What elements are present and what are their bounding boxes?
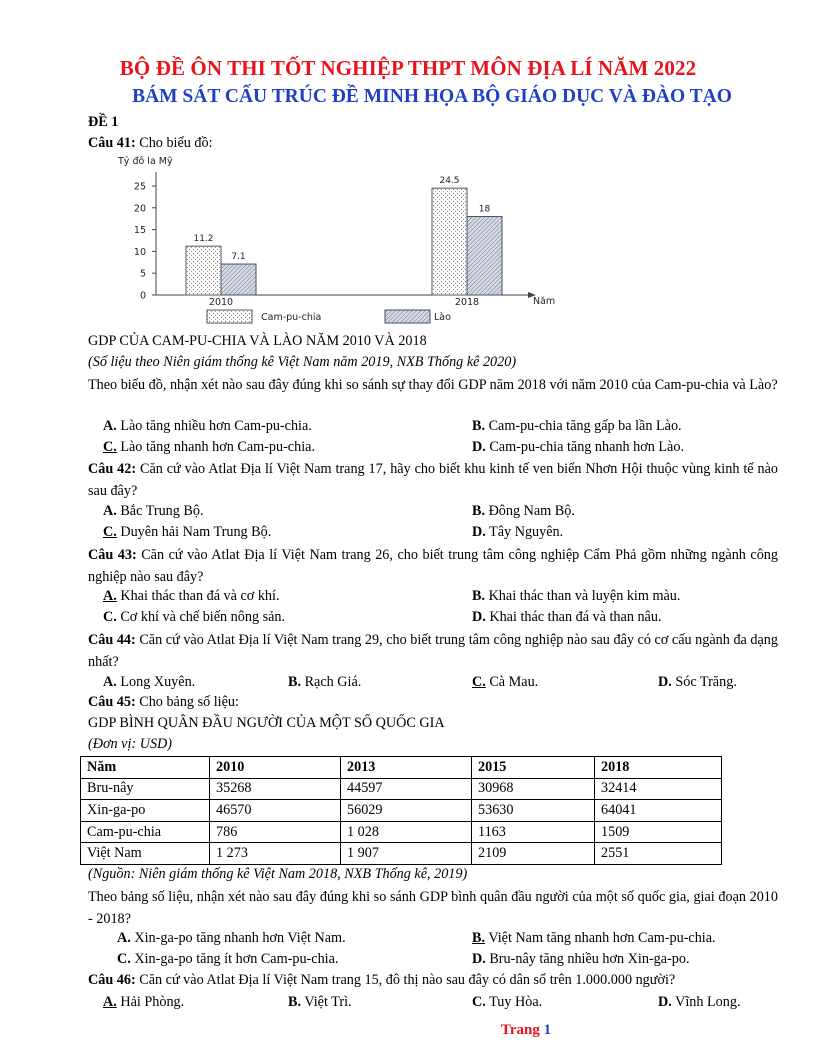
q42-option-d[interactable] xyxy=(472,524,563,541)
legend-swatch-lao xyxy=(385,310,430,323)
y-axis-title: Tỷ đô la Mỹ xyxy=(118,156,173,167)
header-cell: Năm xyxy=(81,757,210,779)
q41-option-d[interactable] xyxy=(472,439,684,456)
table-cell: 35268 xyxy=(210,778,341,800)
option-text: Khai thác than và luyện kim màu. xyxy=(488,588,681,604)
option-text: Duyên hải Nam Trung Bộ. xyxy=(120,524,272,540)
document-title: BỘ ĐỀ ÔN THI TỐT NGHIỆP THPT MÔN ĐỊA LÍ NĂM 2022 xyxy=(119,56,697,80)
option-text: Xin-ga-po tăng nhanh hơn Việt Nam. xyxy=(134,930,346,946)
question-43-label: Câu 43: xyxy=(88,547,137,563)
q46-option-a-answer[interactable] xyxy=(103,994,184,1011)
option-text: Sóc Trăng. xyxy=(675,674,737,690)
option-text: Cà Mau. xyxy=(489,674,539,690)
question-46-stem xyxy=(88,972,675,989)
option-text: Tuy Hòa. xyxy=(489,994,543,1010)
option-text: Lào tăng nhiều hơn Cam-pu-chia. xyxy=(120,418,312,434)
header-cell: 2013 xyxy=(341,757,472,779)
legend-swatch-cam-pu-chia xyxy=(207,310,252,323)
q46-option-b[interactable] xyxy=(288,994,352,1011)
option-key: C. xyxy=(117,951,131,967)
table-source: (Nguồn: Niên giám thống kê Việt Nam 2018, NXB Thống kê, 2019) xyxy=(88,866,468,882)
bar-value-label: 11.2 xyxy=(193,234,214,245)
table-cell: 2551 xyxy=(595,843,722,865)
question-45-label: Câu 45: xyxy=(88,694,136,710)
q43-option-c[interactable] xyxy=(103,609,285,626)
option-text: Cam-pu-chia tăng nhanh hơn Lào. xyxy=(489,439,684,455)
question-41-label: Câu 41: xyxy=(88,135,136,151)
q41-option-a[interactable] xyxy=(103,418,312,435)
q43-option-a-answer[interactable] xyxy=(103,588,280,605)
question-44-stem xyxy=(88,630,778,673)
option-key: D. xyxy=(472,439,486,455)
q45-option-d[interactable] xyxy=(472,951,690,968)
x-axis-title: Năm xyxy=(533,296,556,307)
header-cell: 2010 xyxy=(210,757,341,779)
table-cell: 1 907 xyxy=(341,843,472,865)
table-cell: 64041 xyxy=(595,800,722,822)
q44-option-b[interactable] xyxy=(288,674,361,691)
page-number: 1 xyxy=(543,1022,552,1038)
question-41-text: Cho biểu đồ: xyxy=(139,135,213,151)
q44-option-d[interactable] xyxy=(658,674,737,691)
option-key: C. xyxy=(472,674,486,690)
option-text: Khai thác than đá và than nâu. xyxy=(489,609,662,625)
option-text: Việt Trì. xyxy=(304,994,352,1010)
table-cell: Xin-ga-po xyxy=(81,800,210,822)
bar-value-label: 24.5 xyxy=(439,176,460,187)
option-key: B. xyxy=(472,503,486,519)
chart-svg xyxy=(104,152,574,332)
bar-value-label: 7.1 xyxy=(231,252,246,263)
y-tick-label: 20 xyxy=(133,203,146,215)
y-tick-label: 10 xyxy=(133,246,146,258)
table-cell: Việt Nam xyxy=(81,843,210,865)
q44-option-c-answer[interactable] xyxy=(472,674,538,691)
table-cell: 786 xyxy=(210,821,341,843)
q41-option-b[interactable] xyxy=(472,418,682,435)
question-45-text: Cho bảng số liệu: xyxy=(139,694,239,710)
q46-option-d[interactable] xyxy=(658,994,741,1011)
option-key: A. xyxy=(103,994,117,1010)
question-43-text: Căn cứ vào Atlat Địa lí Việt Nam trang 26, cho biết trung tâm công nghiệp Cẩm Phả gồm những ngành công nghiệp nào sau đây? xyxy=(88,547,778,585)
y-tick-label: 15 xyxy=(133,225,146,237)
q43-option-b[interactable] xyxy=(472,588,680,605)
q42-option-c-answer[interactable] xyxy=(103,524,271,541)
table-cell: 56029 xyxy=(341,800,472,822)
option-key: C. xyxy=(103,609,117,625)
option-text: Bắc Trung Bộ. xyxy=(120,503,204,519)
header-cell: 2015 xyxy=(472,757,595,779)
option-key: D. xyxy=(472,951,486,967)
q43-option-d[interactable] xyxy=(472,609,662,626)
option-key: D. xyxy=(472,524,486,540)
table-title: GDP BÌNH QUÂN ĐẦU NGƯỜI CỦA MỘT SỐ QUỐC GIA xyxy=(88,715,445,731)
option-key: C. xyxy=(472,994,486,1010)
option-key: A. xyxy=(103,674,117,690)
table-cell: 1 273 xyxy=(210,843,341,865)
q46-option-c[interactable] xyxy=(472,994,542,1011)
option-key: B. xyxy=(472,588,486,604)
table-row xyxy=(81,778,722,800)
option-text: Cơ khí và chế biến nông sản. xyxy=(120,609,286,625)
table-row xyxy=(81,821,722,843)
table-row xyxy=(81,843,722,865)
table-row xyxy=(81,800,722,822)
table-cell: 30968 xyxy=(472,778,595,800)
question-42-text: Căn cứ vào Atlat Địa lí Việt Nam trang 17, hãy cho biết khu kinh tế ven biển Nhơn Hội thuộc vùng kinh tế nào sau đây? xyxy=(88,461,778,499)
question-41-stem xyxy=(88,135,213,152)
option-text: Xin-ga-po tăng ít hơn Cam-pu-chia. xyxy=(134,951,339,967)
question-46-text: Căn cứ vào Atlat Địa lí Việt Nam trang 15, đô thị nào sau đây có dân số trên 1.000.000 người? xyxy=(139,972,676,988)
option-key: D. xyxy=(472,609,486,625)
table-cell: 32414 xyxy=(595,778,722,800)
q45-option-a[interactable] xyxy=(117,930,346,947)
q45-option-b-answer[interactable] xyxy=(472,930,716,947)
chart-caption: GDP CỦA CAM-PU-CHIA VÀ LÀO NĂM 2010 VÀ 2018 xyxy=(88,333,427,349)
table-cell: Bru-nây xyxy=(81,778,210,800)
bar-lao-2018 xyxy=(467,217,502,295)
y-tick-label: 5 xyxy=(139,268,146,280)
question-43-stem xyxy=(88,545,778,588)
exam-label: ĐỀ 1 xyxy=(88,114,119,130)
option-key: A. xyxy=(103,588,117,604)
option-text: Lào tăng nhanh hơn Cam-pu-chia. xyxy=(120,439,315,455)
table-cell: Cam-pu-chia xyxy=(81,821,210,843)
bar-cam-pu-chia-2018 xyxy=(432,188,467,295)
option-key: D. xyxy=(658,994,672,1010)
option-text: Đông Nam Bộ. xyxy=(488,503,575,519)
q41-option-c-answer[interactable] xyxy=(103,439,315,456)
q42-option-a[interactable] xyxy=(103,503,204,520)
q45-option-c[interactable] xyxy=(117,951,338,968)
option-key: A. xyxy=(117,930,131,946)
option-key: B. xyxy=(288,674,302,690)
question-45-stem xyxy=(88,694,239,711)
option-text: Hải Phòng. xyxy=(120,994,185,1010)
page-footer xyxy=(0,1022,816,1039)
table-cell: 1509 xyxy=(595,821,722,843)
table-unit: (Đơn vị: USD) xyxy=(88,736,173,752)
option-text: Bru-nây tăng nhiều hơn Xin-ga-po. xyxy=(489,951,690,967)
option-key: A. xyxy=(103,418,117,434)
option-key: A. xyxy=(103,503,117,519)
option-key: C. xyxy=(103,439,117,455)
x-tick-label: 2010 xyxy=(208,297,234,308)
bar-value-label: 18 xyxy=(478,204,491,215)
option-key: C. xyxy=(103,524,117,540)
bar-cam-pu-chia-2010 xyxy=(186,246,221,295)
q44-option-a[interactable] xyxy=(103,674,195,691)
question-41-question: Theo biểu đồ, nhận xét nào sau đây đúng khi so sánh sự thay đổi GDP năm 2018 với năm 2010 của Cam-pu-chia và Lào? xyxy=(88,377,778,393)
question-42-stem xyxy=(88,459,778,502)
option-text: Tây Nguyên. xyxy=(489,524,564,540)
y-tick-label: 25 xyxy=(133,181,146,193)
table-cell: 1 028 xyxy=(341,821,472,843)
option-text: Rạch Giá. xyxy=(304,674,362,690)
option-key: B. xyxy=(472,418,486,434)
table-cell: 44597 xyxy=(341,778,472,800)
question-45-question: Theo bảng số liệu, nhận xét nào sau đây đúng khi so sánh GDP bình quân đầu người của một số quốc gia, giai đoạn 2010 - 2018? xyxy=(88,889,778,927)
legend-label-cam-pu-chia: Cam-pu-chia xyxy=(261,312,322,323)
question-44-label: Câu 44: xyxy=(88,632,136,648)
option-text: Cam-pu-chia tăng gấp ba lần Lào. xyxy=(488,418,682,434)
table-header-row xyxy=(81,757,722,779)
option-text: Vĩnh Long. xyxy=(675,994,741,1010)
option-key: B. xyxy=(472,930,486,946)
footer-label: Trang xyxy=(500,1022,540,1038)
option-text: Long Xuyên. xyxy=(120,674,196,690)
bar-lao-2010 xyxy=(221,264,256,295)
table-cell: 53630 xyxy=(472,800,595,822)
y-tick-label: 0 xyxy=(139,290,146,302)
legend-label-lao: Lào xyxy=(434,312,451,323)
option-key: D. xyxy=(658,674,672,690)
q42-option-b[interactable] xyxy=(472,503,575,520)
option-text: Việt Nam tăng nhanh hơn Cam-pu-chia. xyxy=(488,930,716,946)
question-46-label: Câu 46: xyxy=(88,972,136,988)
table-cell: 1163 xyxy=(472,821,595,843)
gdp-bar-chart xyxy=(104,152,574,332)
option-key: B. xyxy=(288,994,302,1010)
x-tick-label: 2018 xyxy=(454,297,480,308)
option-text: Khai thác than đá và cơ khí. xyxy=(120,588,280,604)
gdp-per-capita-table xyxy=(80,756,722,865)
question-44-text: Căn cứ vào Atlat Địa lí Việt Nam trang 29, cho biết trung tâm công nghiệp nào sau đây có cơ cấu ngành đa dạng nhất? xyxy=(88,632,778,670)
document-subtitle: BÁM SÁT CẤU TRÚC ĐỀ MINH HỌA BỘ GIÁO DỤC VÀ ĐÀO TẠO xyxy=(132,86,732,107)
table-cell: 2109 xyxy=(472,843,595,865)
question-42-label: Câu 42: xyxy=(88,461,137,477)
header-cell: 2018 xyxy=(595,757,722,779)
chart-source: (Số liệu theo Niên giám thống kê Việt Nam năm 2019, NXB Thống kê 2020) xyxy=(88,354,517,370)
table-cell: 46570 xyxy=(210,800,341,822)
